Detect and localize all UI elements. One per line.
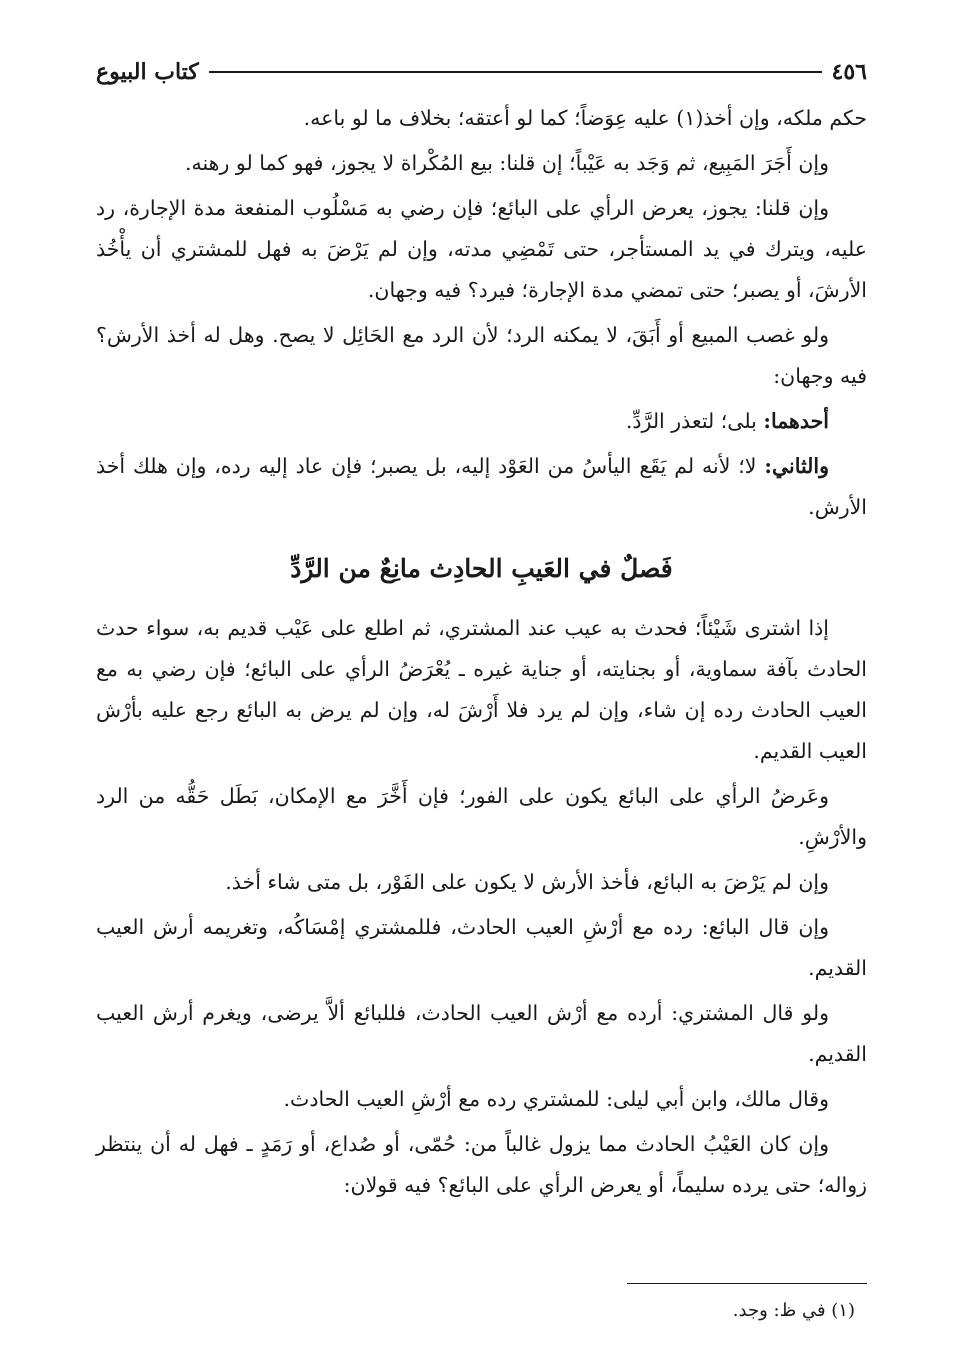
first-view-text: بلى؛ لتعذر الرَّدِّ. (625, 409, 764, 433)
paragraph-11: ولو قال المشتري: أرده مع أرْش العيب الحادث، فللبائع ألاَّ يرضى، ويغرم أرش العيب القديم. (96, 1001, 867, 1066)
paragraph-6 (96, 446, 867, 528)
paragraph-12: وقال مالك، وابن أبي ليلى: للمشتري رده مع أرْشِ العيب الحادث. (283, 1087, 829, 1111)
first-view-label: أحدهما: (763, 409, 829, 433)
footnote-rule (627, 1283, 867, 1284)
paragraph-7: إذا اشترى شَيْئاً؛ فحدث به عيب عند المشتري، ثم اطلع على عَيْب قديم به، سواء حدث الحادث بآفة سماوية، أو بجنايته، أو جناية غيره ـ يُعْرَضُ الرأي على البائع؛ فإن رضي به مع العيب الحادث رده إن شاء، وإن لم يرد فلا أَرْشَ له، وإن لم يرض به البائع رجع عليه بأرْش العيب القديم. (96, 616, 867, 763)
body-text (96, 98, 867, 1206)
book-title: كتاب البيوع (96, 59, 199, 85)
paragraph-9: وإن لم يَرْضَ به البائع، فأخذ الأرش لا يكون على الفَوْر، بل متى شاء أخذ. (225, 870, 829, 894)
paragraph-5 (96, 401, 867, 442)
second-view-label: والثاني: (764, 454, 830, 478)
paragraph-1: حكم ملكه، وإن أخذ(١) عليه عِوَضاً؛ كما لو أعتقه؛ بخلاف ما لو باعه. (303, 106, 867, 130)
paragraph-8: وعَرضُ الرأي على البائع يكون على الفور؛ فإن أَخَّرَ مع الإمكان، بَطَل حَقُّه من الرد والأرْشِ. (96, 784, 867, 849)
second-view-text: لا؛ لأنه لم يَقَع اليأسُ من العَوْد إليه، بل يصبر؛ فإن عاد إليه رده، وإن هلك أخذ الأرش. (96, 454, 867, 519)
page-number: ٤٥٦ (831, 59, 867, 85)
paragraph-13: وإن كان العَيْبُ الحادث مما يزول غالباً من: حُمّى، أو صُداع، أو رَمَدٍ ـ فهل له أن ينتظر زواله؛ حتى يرده سليماً، أو يعرض الرأي على البائع؟ فيه قولان: (96, 1132, 867, 1197)
paragraph-3: وإن قلنا: يجوز، يعرض الرأي على البائع؛ فإن رضي به مَسْلُوب المنفعة مدة الإجارة، رد عليه، ويترك في يد المستأجر، حتى تَمْضِي مدته، وإن لم يَرْضَ به فهل للمشتري أن يأْخُذ الأرشَ، أو يصبر؛ حتى تمضي مدة الإجارة؛ فيرد؟ فيه وجهان. (96, 196, 867, 302)
footnote: (١) في ظ: وجد. (732, 1300, 855, 1321)
section-heading: فَصلٌ في العَيبِ الحادِث مانِعٌ من الرَّدِّ (290, 554, 673, 583)
running-header (96, 52, 867, 92)
header-rule (209, 71, 822, 73)
paragraph-2: وإن أَجَرَ المَبِيع، ثم وَجَد به عَيْباً؛ إن قلنا: بيع المُكْراة لا يجوز، فهو كما لو رهنه. (184, 151, 829, 175)
paragraph-10: وإن قال البائع: رده مع أرْشِ العيب الحادث، فللمشتري إمْسَاكُه، وتغريمه أرش العيب القديم. (96, 915, 867, 980)
paragraph-4: ولو غصب المبيع أو أَبَقَ، لا يمكنه الرد؛ لأن الرد مع الحَائِل لا يصح. وهل له أخذ الأرش؟ فيه وجهان: (96, 323, 867, 388)
